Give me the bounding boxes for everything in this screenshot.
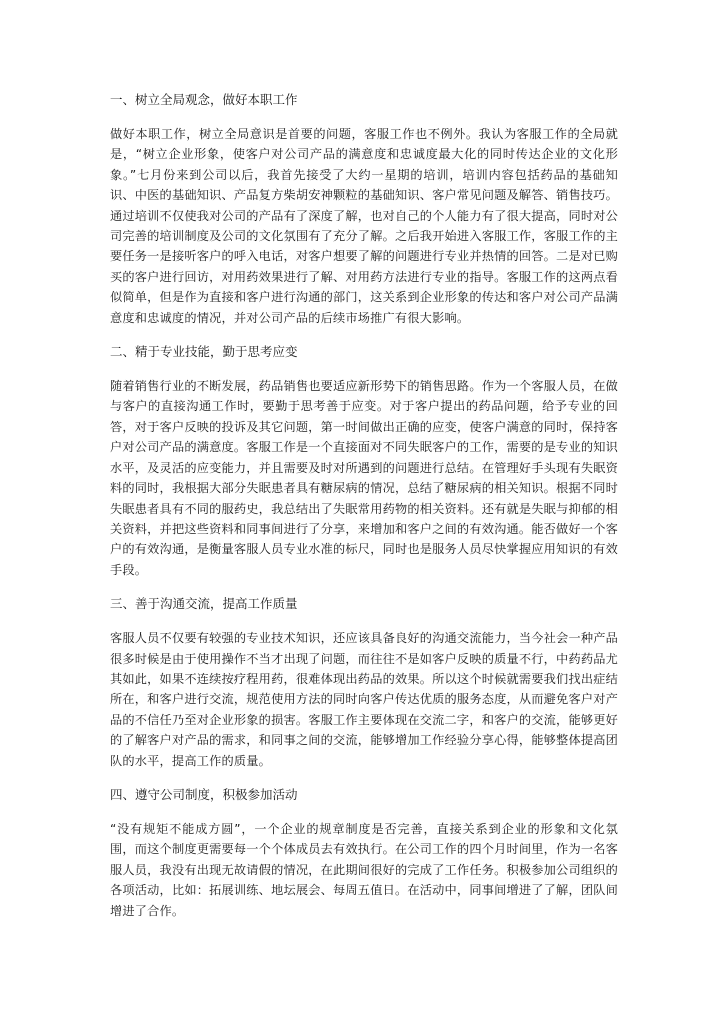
section-body: 做好本职工作，树立全局意识是首要的问题，客服工作也不例外。我认为客服工作的全局就是，“树立企业形象，使客户对公司产品的满意度和忠诚度最大化的同时传达企业的文化形象。”七月份来到公司以后，我首先接受了大约一星期的培训，培训内容包括药品的基础知识、中医的基础知识、产品复方柴胡安神颗粒的基础知识、客户常见问题及解答、销售技巧。通过培训不仅使我对公司的产品有了深度了解，也对自己的个人能力有了很大提高，同时对公司完善的培训制度及公司的文化氛围有了充分了解。之后我开始进入客服工作，客服工作的主要任务一是接听客户的呼入电话，对客户想要了解的问题进行专业并热情的回答。二是对已购买的客户进行回访，对用药效果进行了解、对用药方法进行专业的指导。客服工作的这两点看似简单，但是作为直接和客户进行沟通的部门，这关系到企业形象的传达和客户对公司产品满意度和忠诚度的情况，并对公司产品的后续市场推广有很大影响。	[110, 127, 618, 325]
section-body: 客服人员不仅要有较强的专业技术知识，还应该具备良好的沟通交流能力，当今社会一种产品很多时候是由于使用操作不当才出现了问题，而往往不是如客户反映的质量不行，中药药品尤其如此，如果不连续按疗程用药，很难体现出药品的效果。所以这个时候就需要我们找出症结所在，和客户进行交流，规范使用方法的同时向客户传达优质的服务态度，从而避免客户对产品的不信任乃至对企业形象的损害。客服工作主要体现在交流二字，和客户的交流，能够更好的了解客户对产品的需求，和同事之间的交流，能够增加工作经验分享心得，能够整体提高团队的水平，提高工作的质量。	[110, 631, 618, 768]
document-page	[110, 90, 618, 935]
section-heading: 二、精于专业技能，勤于思考应变	[110, 344, 298, 360]
section-body: “没有规矩不能成方圆”，一个企业的规章制度是否完善，直接关系到企业的形象和文化氛围，而这个制度更需要每一个个体成员去有效执行。在公司工作的四个月时间里，作为一名客服人员，我没有出现无故请假的情况，在此期间很好的完成了工作任务。积极参加公司组织的各项活动，比如：拓展训练、地坛展会、每周五值日。在活动中，同事间增进了了解，团队间增进了合作。	[110, 821, 618, 918]
section-4	[110, 785, 618, 921]
section-2	[110, 342, 618, 580]
section-heading: 四、遵守公司制度，积极参加活动	[110, 786, 298, 802]
section-3	[110, 594, 618, 771]
section-body: 随着销售行业的不断发展，药品销售也要适应新形势下的销售思路。作为一个客服人员，在做与客户的直接沟通工作时，要勤于思考善于应变。对于客户提出的药品问题，给予专业的回答，对于客户反映的投诉及其它问题，第一时间做出正确的应变，使客户满意的同时，保持客户对公司产品的满意度。客服工作是一个直接面对不同失眠客户的工作，需要的是专业的知识水平，及灵活的应变能力，并且需要及时对所遇到的问题进行总结。在管理好手头现有失眠资料的同时，我根据大部分失眠患者具有糖尿病的情况，总结了糖尿病的相关知识。根据不同时失眠患者具有不同的服药史，我总结出了失眠常用药物的相关资料。还有就是失眠与抑郁的相关资料，并把这些资料和同事间进行了分享，来增加和客户之间的有效沟通。能否做好一个客户的有效沟通，是衡量客服人员专业水准的标尺，同时也是服务人员尽快掌握应用知识的有效手段。	[110, 379, 618, 577]
section-1	[110, 90, 618, 328]
section-heading: 一、树立全局观念，做好本职工作	[110, 92, 298, 107]
section-heading: 三、善于沟通交流，提高工作质量	[110, 596, 298, 612]
